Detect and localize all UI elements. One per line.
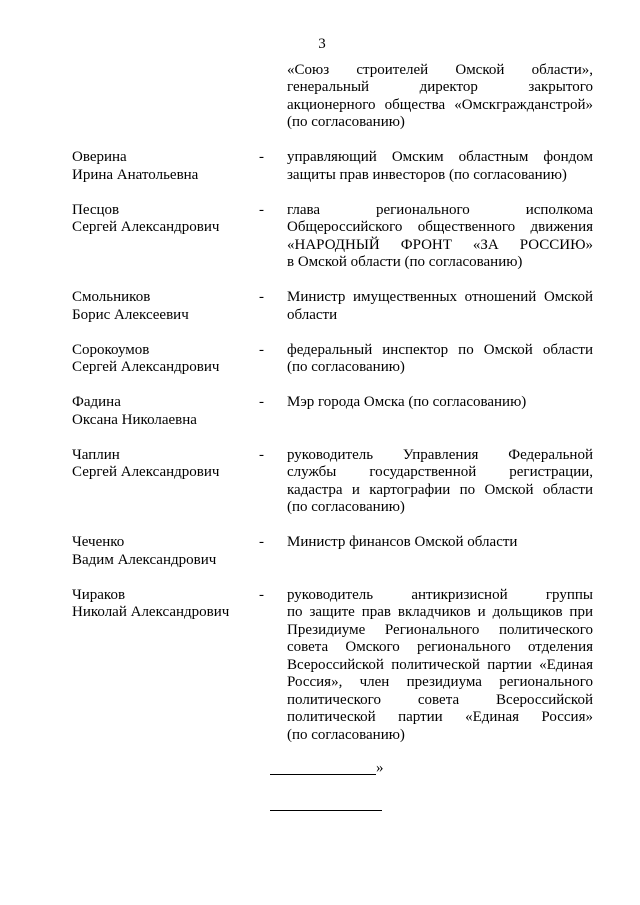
role-line — [287, 149, 593, 167]
role-line — [287, 114, 593, 132]
role-line — [287, 447, 593, 465]
role-line — [287, 289, 593, 307]
member-surname-text: Смольников — [72, 289, 151, 305]
member-given-names — [72, 604, 257, 622]
member-given-names — [72, 167, 257, 185]
member-role — [287, 342, 593, 377]
closing-quote: » — [376, 760, 384, 776]
role-continuation — [287, 62, 593, 132]
role-line-text: Всероссийской политической партии «Единая — [287, 656, 593, 673]
member-surname — [72, 149, 257, 167]
role-line — [287, 639, 593, 657]
role-line — [287, 657, 593, 675]
member-name — [72, 394, 257, 429]
member-surname — [72, 447, 257, 465]
role-line-text: Общероссийского общественного движения — [287, 219, 593, 235]
role-line — [287, 62, 593, 80]
role-line — [287, 254, 593, 272]
member-given-names-text: Борис Алексеевич — [72, 306, 189, 323]
member-given-names — [72, 359, 257, 377]
member-surname — [72, 289, 257, 307]
dash-separator: - — [259, 534, 264, 550]
role-line — [287, 587, 593, 605]
role-line — [287, 202, 593, 220]
role-line — [287, 79, 593, 97]
member-list — [0, 62, 640, 762]
role-line — [287, 622, 593, 640]
role-line-text: «НАРОДНЫЙ ФРОНТ «ЗА РОССИЮ» — [287, 236, 593, 253]
dash-separator: - — [259, 201, 264, 218]
member-entry — [0, 587, 640, 745]
role-line — [287, 499, 593, 517]
member-given-names — [72, 552, 257, 570]
dash-separator: - — [259, 394, 264, 410]
role-line-text: по защите прав вкладчиков и дольщиков при — [287, 604, 593, 620]
member-surname-text: Оверина — [72, 149, 127, 165]
role-line-text: в Омской области (по согласованию) — [287, 254, 523, 270]
bottom-rule — [270, 810, 382, 811]
member-surname-text: Чеченко — [72, 534, 125, 550]
role-line-text: политической партии «Единая Россия» — [287, 709, 593, 725]
role-line-text: кадастра и картографии по Омской области — [287, 481, 593, 498]
member-surname — [72, 587, 257, 605]
role-line-text: акционерного общества «Омскгражданстрой» — [287, 96, 593, 113]
role-line — [287, 97, 593, 115]
member-role — [287, 587, 593, 745]
member-surname-text: Сорокоумов — [72, 341, 150, 358]
role-line-text: (по согласованию) — [287, 726, 405, 743]
member-given-names — [72, 412, 257, 430]
role-line-text: защиты прав инвесторов (по согласованию) — [287, 166, 567, 183]
member-given-names-text: Николай Александрович — [72, 604, 230, 620]
member-entry — [0, 149, 640, 184]
role-line — [287, 167, 593, 185]
dash-separator: - — [259, 586, 264, 603]
role-line-text: службы государственной регистрации, — [287, 464, 593, 480]
member-given-names-text: Оксана Николаевна — [72, 411, 197, 428]
member-name — [72, 289, 257, 324]
member-given-names — [72, 307, 257, 325]
member-entry — [0, 447, 640, 517]
member-surname — [72, 534, 257, 552]
role-line-text: совета Омского регионального отделения — [287, 639, 593, 655]
member-role — [287, 289, 593, 324]
role-line — [287, 219, 593, 237]
member-surname-text: Чираков — [72, 586, 126, 603]
member-entry — [0, 202, 640, 272]
role-line — [287, 692, 593, 710]
dash-separator: - — [259, 149, 264, 165]
role-line-text: области — [287, 306, 338, 323]
dash-separator: - — [259, 446, 264, 463]
role-line-text: управляющий Омским областным фондом — [287, 149, 593, 165]
member-given-names — [72, 219, 257, 237]
member-role — [287, 149, 593, 184]
role-line — [287, 534, 593, 552]
role-line-text: (по согласованию) — [287, 114, 405, 130]
member-given-names-text: Сергей Александрович — [72, 219, 220, 235]
member-surname — [72, 202, 257, 220]
role-line-text: глава регионального исполкома — [287, 201, 593, 218]
member-role — [287, 394, 593, 412]
page-number: 3 — [318, 36, 326, 52]
role-line — [287, 342, 593, 360]
role-line-text: Россия», член президиума регионального — [287, 674, 593, 690]
member-given-names-text: Сергей Александрович — [72, 464, 220, 480]
member-given-names — [72, 464, 257, 482]
role-line — [287, 307, 593, 325]
member-name — [72, 587, 257, 622]
role-line-text: руководитель антикризисной группы — [287, 586, 593, 603]
member-name — [72, 534, 257, 569]
member-role — [287, 202, 593, 272]
role-line-text: генеральный директор закрытого — [287, 79, 593, 95]
member-entries — [0, 149, 640, 744]
role-line — [287, 237, 593, 255]
dash-separator: - — [259, 341, 264, 358]
member-role — [287, 447, 593, 517]
member-name — [72, 447, 257, 482]
role-line — [287, 674, 593, 692]
dash-separator: - — [259, 289, 264, 305]
member-entry — [0, 394, 640, 429]
role-line-text: (по согласованию) — [287, 499, 405, 515]
member-given-names-text: Ирина Анатольевна — [72, 166, 199, 183]
closing-blank-line — [270, 774, 376, 775]
role-line — [287, 482, 593, 500]
role-line — [287, 394, 593, 412]
role-line — [287, 359, 593, 377]
role-line-text: Министр имущественных отношений Омской — [287, 289, 593, 305]
member-entry — [0, 534, 640, 569]
member-surname-text: Песцов — [72, 201, 120, 218]
member-surname-text: Фадина — [72, 394, 121, 410]
member-surname — [72, 394, 257, 412]
role-line-text: Президиуме Регионального политического — [287, 621, 593, 638]
role-line — [287, 464, 593, 482]
role-line — [287, 604, 593, 622]
role-line-text: Мэр города Омска (по согласованию) — [287, 394, 527, 410]
role-line — [287, 727, 593, 745]
member-entry — [0, 289, 640, 324]
member-name — [72, 202, 257, 237]
role-line-text: (по согласованию) — [287, 359, 405, 375]
member-role — [287, 534, 593, 552]
member-surname — [72, 342, 257, 360]
member-entry — [0, 342, 640, 377]
role-line-text: федеральный инспектор по Омской области — [287, 341, 593, 358]
role-line-text: Министр финансов Омской области — [287, 534, 518, 550]
role-line-text: руководитель Управления Федеральной — [287, 446, 593, 463]
role-line-text: «Союз строителей Омской области», — [287, 61, 593, 78]
member-name — [72, 342, 257, 377]
member-name — [72, 149, 257, 184]
member-given-names-text: Вадим Александрович — [72, 551, 217, 568]
role-line-text: политического совета Всероссийской — [287, 691, 593, 708]
member-surname-text: Чаплин — [72, 446, 120, 463]
member-given-names-text: Сергей Александрович — [72, 359, 220, 375]
role-line — [287, 709, 593, 727]
